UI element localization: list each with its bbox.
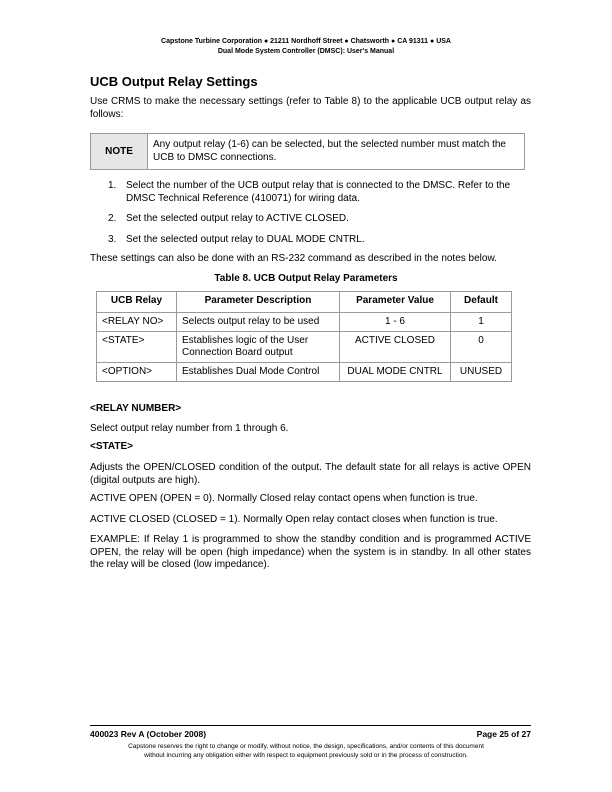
example-paragraph: EXAMPLE: If Relay 1 is programmed to show the standby condition and is programmed ACTIVE OPEN, the relay will be open (high impedance) when the system is in standby. In all other states the relay will be closed (low impedance). (90, 534, 531, 570)
footer-disclaimer-line: Capstone reserves the right to change or modify, without notice, the design, specifications, and/or contents of this document (128, 743, 484, 750)
table-cell: ACTIVE CLOSED (340, 332, 451, 363)
column-header: Parameter Description (177, 292, 340, 313)
rs232-note: These settings can also be done with an RS-232 command as described in the notes below. (90, 253, 497, 264)
table-cell: UNUSED (451, 363, 512, 382)
step-text: Set the selected output relay to ACTIVE CLOSED. (126, 213, 349, 224)
table-cell: DUAL MODE CNTRL (340, 363, 451, 382)
table-header-row (97, 292, 512, 313)
step-number: 3. (108, 233, 117, 245)
footer-disclaimer (0, 742, 612, 760)
section-intro: Use CRMS to make the necessary settings (refer to Table 8) to the applicable UCB output relay as follows: (90, 96, 531, 120)
column-header: Parameter Value (340, 292, 451, 313)
relay-number-heading: <RELAY NUMBER> (90, 403, 182, 414)
table-cell: 1 (451, 313, 512, 332)
list-item (108, 213, 532, 226)
list-item (108, 180, 532, 205)
table-cell: Establishes Dual Mode Control (177, 363, 340, 382)
table-row (97, 363, 512, 382)
step-number: 1. (108, 180, 117, 191)
section-title: UCB Output Relay Settings (90, 74, 258, 89)
list-item (108, 234, 532, 247)
step-number: 2. (108, 213, 117, 224)
state-heading: <STATE> (90, 441, 133, 452)
column-header: Default (451, 292, 512, 313)
steps-list (108, 180, 532, 254)
header-manual-title: Dual Mode System Controller (DMSC): User's Manual (217, 47, 395, 55)
step-text: Set the selected output relay to DUAL MODE CNTRL. (126, 233, 365, 245)
footer-divider (90, 725, 531, 726)
table-row (97, 332, 512, 363)
state-paragraph: Adjusts the OPEN/CLOSED condition of the output. The default state for all relays is active OPEN (digital outputs are high). (90, 462, 531, 486)
footer-disclaimer-line: without incurring any obligation either with respect to equipment previously sold or in the process of construction. (144, 752, 468, 759)
column-header: UCB Relay (97, 292, 177, 313)
table-cell: Selects output relay to be used (177, 313, 340, 332)
step-text: Select the number of the UCB output relay that is connected to the DMSC. Refer to the DMSC Technical Reference (410071) for wiring data. (126, 180, 511, 204)
note-box (90, 133, 525, 170)
table-cell: 1 - 6 (340, 313, 451, 332)
parameters-table (96, 291, 512, 382)
note-text: Any output relay (1-6) can be selected, but the selected number must match the UCB to DMSC connections. (153, 139, 506, 163)
active-open-paragraph: ACTIVE OPEN (OPEN = 0). Normally Closed relay contact opens when function is true. (90, 493, 478, 504)
relay-number-text: Select output relay number from 1 through 6. (90, 423, 289, 434)
table-title: Table 8. UCB Output Relay Parameters (214, 273, 398, 284)
table-cell: 0 (451, 332, 512, 363)
page-header (0, 37, 612, 56)
note-label: NOTE (91, 134, 148, 169)
active-closed-paragraph: ACTIVE CLOSED (CLOSED = 1). Normally Open relay contact closes when function is true. (90, 514, 498, 525)
table-row (97, 313, 512, 332)
table-cell: <OPTION> (97, 363, 177, 382)
footer-document-id: 400023 Rev A (October 2008) (90, 729, 207, 739)
table-cell: Establishes logic of the User Connection Board output (177, 332, 340, 363)
table-cell: <RELAY NO> (97, 313, 177, 332)
table-cell: <STATE> (97, 332, 177, 363)
footer-page-number: Page 25 of 27 (476, 729, 531, 739)
header-company-line: Capstone Turbine Corporation ● 21211 Nordhoff Street ● Chatsworth ● CA 91311 ● USA (161, 38, 451, 45)
